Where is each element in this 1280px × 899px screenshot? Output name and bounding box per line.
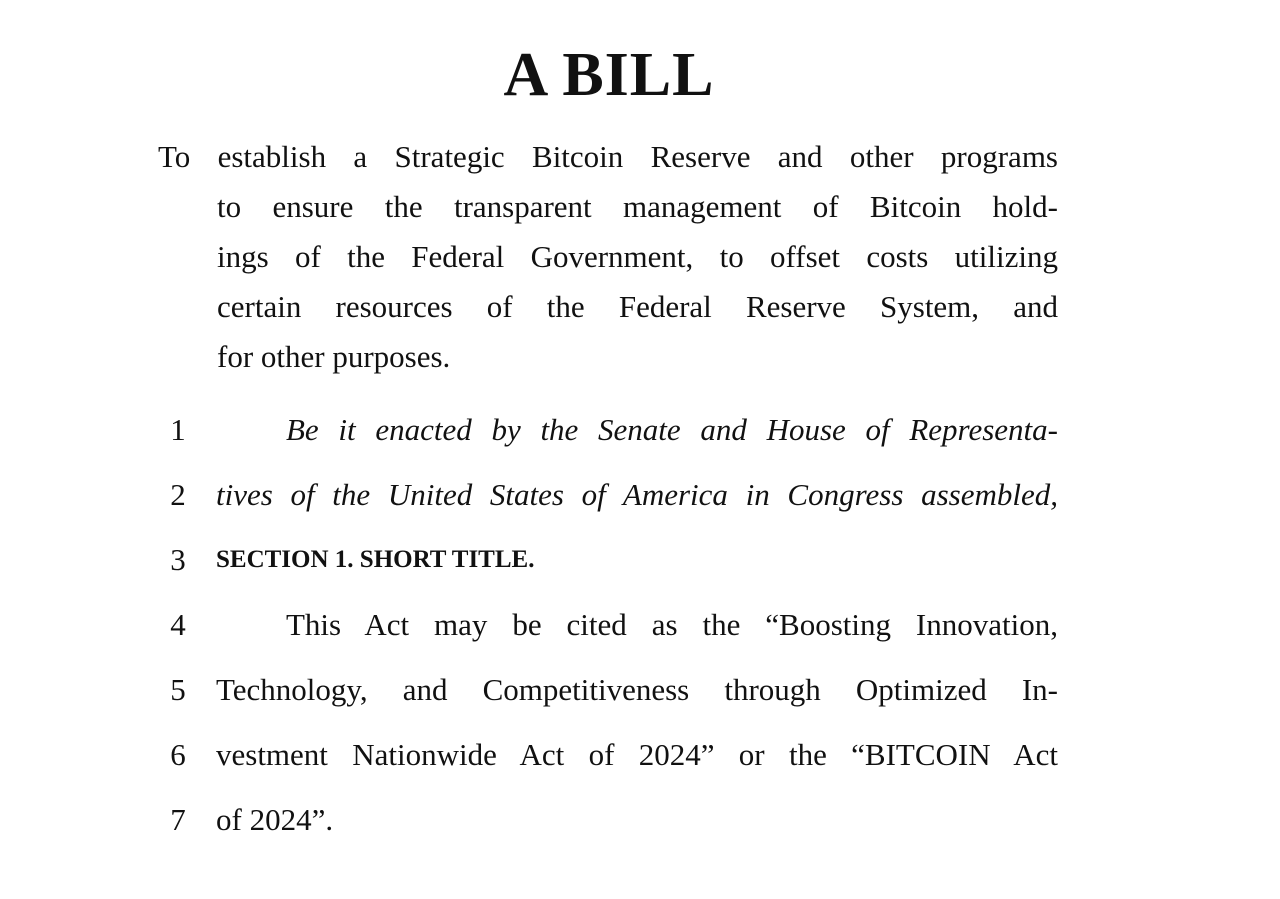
numbered-line: [0, 730, 1280, 780]
enacting-clause-text: tives of the United States of America in Congress assembled,: [216, 477, 1058, 512]
purpose-line: to ensure the transparent management of Bitcoin hold-: [217, 189, 1058, 224]
numbered-line: [0, 535, 1280, 585]
purpose-line: To establish a Strategic Bitcoin Reserve and other programs: [158, 139, 1058, 174]
enacting-clause-text: Be it enacted by the Senate and House of Representa-: [286, 412, 1058, 447]
section-body-text: vestment Nationwide Act of 2024” or the “BITCOIN Act: [216, 737, 1058, 772]
numbered-line: [0, 470, 1280, 520]
line-number: 6: [170, 737, 186, 772]
line-number: 1: [170, 412, 186, 447]
section-body-text: of 2024”.: [216, 802, 334, 837]
line-number: 7: [170, 802, 186, 837]
section-body-text: Technology, and Competitiveness through Optimized In-: [216, 672, 1058, 707]
line-number: 5: [170, 672, 186, 707]
purpose-line: certain resources of the Federal Reserve System, and: [217, 289, 1058, 324]
bill-purpose-clause: [158, 132, 1058, 382]
bill-title: A BILL: [503, 41, 715, 109]
numbered-line: [0, 665, 1280, 715]
section-body-text: This Act may be cited as the “Boosting Innovation,: [286, 607, 1058, 642]
purpose-line: for other purposes.: [217, 339, 451, 374]
line-number: 3: [170, 542, 186, 577]
numbered-line: [0, 795, 1280, 845]
section-heading: SECTION 1. SHORT TITLE.: [216, 546, 535, 573]
line-number: 2: [170, 477, 186, 512]
numbered-line: [0, 600, 1280, 650]
numbered-line: [0, 405, 1280, 455]
line-number: 4: [170, 607, 186, 642]
purpose-line: ings of the Federal Government, to offset costs utilizing: [217, 239, 1058, 274]
